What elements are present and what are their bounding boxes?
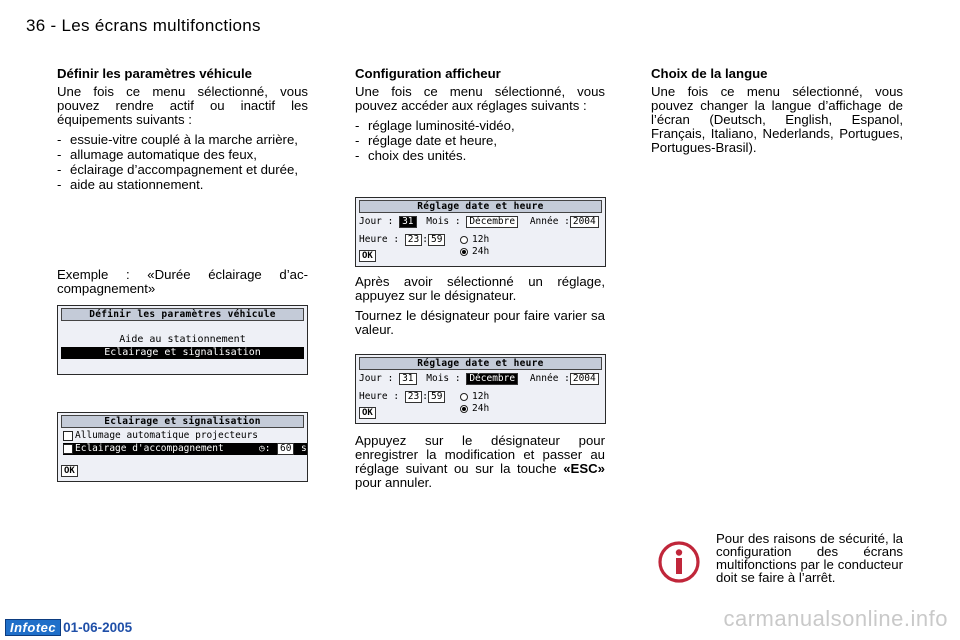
esc-key-label: «ESC» [563, 461, 605, 476]
vehicle-params-heading: Définir les paramètres véhicule [57, 66, 252, 81]
screen-title: Définir les paramètres véhicule [61, 308, 304, 321]
middle-instructions [355, 275, 605, 343]
vehicle-params-intro: Une fois ce menu sélectionné, vous pouvez rendre actif ou inactif les équipements suivants : [57, 84, 308, 127]
middle-column [355, 67, 605, 167]
screen-title: Réglage date et heure [359, 357, 602, 370]
radio-selected-icon[interactable] [460, 248, 468, 256]
list-item: - essuie-vitre couplé à la marche arrière, [57, 133, 308, 147]
after-select-text: Après avoir sélectionné un réglage, appuyez sur le désignateur. [355, 274, 605, 303]
month-field[interactable]: Décembre [466, 373, 518, 385]
duration-unit: s [301, 443, 307, 454]
checkbox-icon[interactable] [63, 431, 73, 441]
hour-field[interactable]: 23 [405, 391, 422, 403]
press-before-text: Appuyez sur le désignateur pour enregistrer la modification et passer au réglage suivant ou sur la touche [355, 433, 605, 476]
list-item: - éclairage d’accompagnement et durée, [57, 163, 308, 177]
radio-12h[interactable] [460, 234, 489, 246]
month-label: Mois : [426, 216, 461, 227]
press-after-text: pour annuler. [355, 475, 432, 490]
watermark: carmanualsonline.info [723, 606, 948, 631]
radio-icon[interactable] [460, 236, 468, 244]
radio-label: 24h [472, 403, 490, 414]
option-label: Allumage automatique projecteurs [75, 430, 259, 441]
menu-item-lighting[interactable]: Eclairage et signalisation [61, 347, 304, 359]
screen-vehicle-params [57, 305, 308, 375]
ok-button[interactable]: OK [359, 250, 376, 262]
list-item: - réglage date et heure, [355, 134, 605, 148]
screen-date-time-1 [355, 197, 606, 267]
option-follow-me-home[interactable] [63, 443, 307, 455]
menu-item-parking-aid[interactable]: Aide au stationnement [119, 334, 246, 345]
timer-icon: ◷: [259, 443, 271, 454]
list-item: - choix des unités. [355, 149, 605, 163]
right-column [651, 67, 903, 161]
ok-button[interactable]: OK [61, 465, 78, 477]
ok-button[interactable]: OK [359, 407, 376, 419]
list-item: - aide au stationnement. [57, 178, 308, 192]
option-label: Eclairage d'accompagnement [75, 443, 224, 454]
hour-field[interactable]: 23 [405, 234, 422, 246]
screen-lighting [57, 412, 308, 482]
time-row: Heure : 23 : 59 [359, 391, 445, 403]
year-field[interactable]: 2004 [570, 373, 599, 385]
minute-field[interactable]: 59 [428, 391, 445, 403]
screen-title: Eclairage et signalisation [61, 415, 304, 428]
radio-24h[interactable] [460, 246, 489, 258]
year-label: Année : [529, 216, 570, 227]
list-item: - réglage luminosité-vidéo, [355, 119, 605, 133]
screen-date-time-2 [355, 354, 606, 424]
left-column [57, 67, 308, 196]
day-field[interactable]: 31 [399, 216, 416, 228]
safety-note: Pour des raisons de sécurité, la configuration des écrans multifonctions par le conducteur doit se faire à l’arrêt. [716, 531, 903, 585]
display-config-intro: Une fois ce menu sélectionné, vous pouvez accéder aux réglages suivants : [355, 84, 605, 113]
radio-24h[interactable] [460, 403, 489, 415]
page-title: 36 - Les écrans multifonctions [26, 16, 261, 35]
info-icon [658, 541, 700, 583]
radio-selected-icon[interactable] [460, 405, 468, 413]
language-heading: Choix de la langue [651, 66, 768, 81]
vehicle-params-list [57, 133, 308, 192]
list-item: - allumage automatique des feux, [57, 148, 308, 162]
month-label: Mois : [426, 373, 461, 384]
save-instructions [355, 434, 605, 490]
screen-title: Réglage date et heure [359, 200, 602, 213]
example-text: Exemple : «Durée éclairage d’ac-compagnement» [57, 267, 308, 296]
day-label: Jour : [359, 216, 394, 227]
radio-12h[interactable] [460, 391, 489, 403]
infotec-logo: Infotec [5, 619, 61, 636]
hour-label: Heure : [359, 391, 400, 402]
duration-value[interactable]: 60 [277, 443, 294, 455]
day-label: Jour : [359, 373, 394, 384]
hour-label: Heure : [359, 234, 400, 245]
date-row [359, 216, 604, 228]
checkbox-checked-icon[interactable]: ✓ [63, 444, 73, 454]
minute-field[interactable]: 59 [428, 234, 445, 246]
language-text: Une fois ce menu sélectionné, vous pouvez changer la langue d’affichage de l’écran (Deutsch, English, Espanol, Français, Italiano, Nederlands, Portugues, Portugues-Brasil). [651, 84, 903, 155]
radio-label: 12h [472, 234, 490, 245]
turn-text: Tournez le désignateur pour faire varier sa valeur. [355, 308, 605, 337]
year-field[interactable]: 2004 [570, 216, 599, 228]
year-label: Année : [529, 373, 570, 384]
footer [5, 619, 132, 636]
month-field[interactable]: Décembre [466, 216, 518, 228]
display-config-heading: Configuration afficheur [355, 66, 501, 81]
time-row: Heure : 23 : 59 [359, 234, 445, 246]
footer-date: 01-06-2005 [63, 620, 133, 635]
radio-icon[interactable] [460, 393, 468, 401]
date-row [359, 373, 604, 385]
radio-label: 24h [472, 246, 490, 257]
day-field[interactable]: 31 [399, 373, 416, 385]
radio-label: 12h [472, 391, 490, 402]
display-config-list [355, 119, 605, 163]
option-auto-headlamps[interactable] [63, 430, 258, 442]
